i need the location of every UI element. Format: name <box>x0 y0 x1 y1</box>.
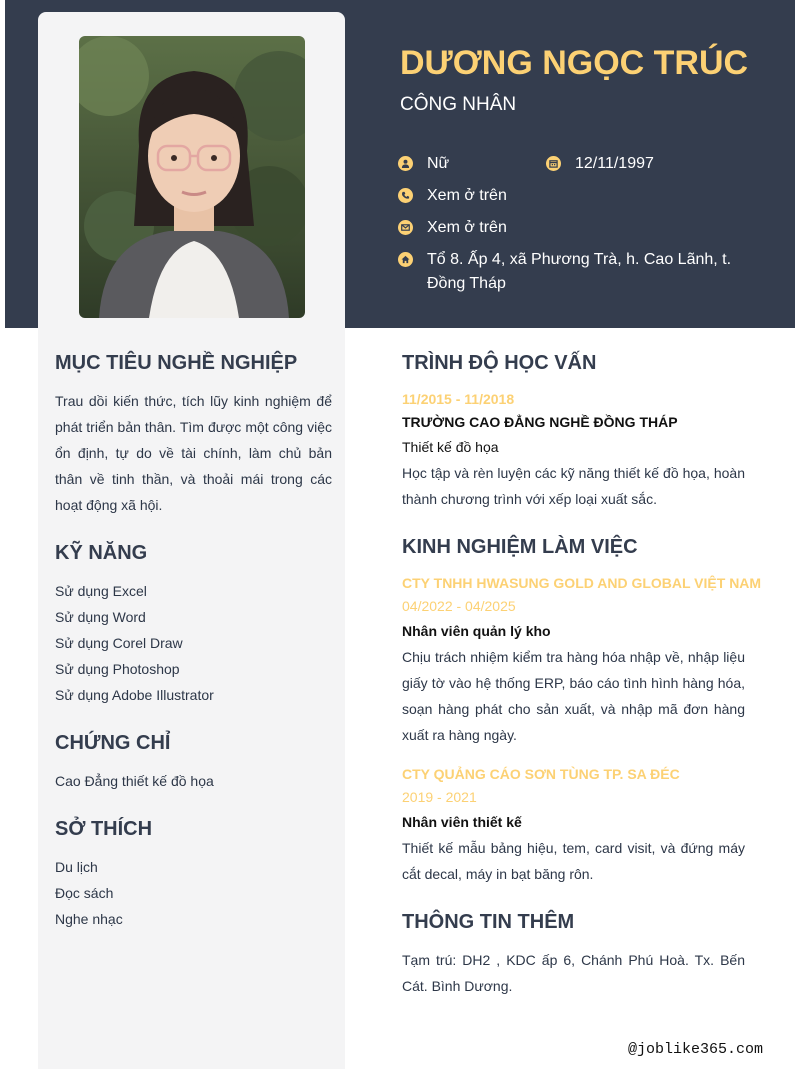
hobbies-title: SỞ THÍCH <box>55 818 153 840</box>
gender-row <box>398 152 449 176</box>
additional-info-text: Tạm trú: DH2 , KDC ấp 6, Chánh Phú Hoà. Tx. Bến Cát. Bình Dương. <box>402 952 745 994</box>
skill-item: Sử dụng Corel Draw <box>55 635 183 651</box>
hobby-item: Nghe nhạc <box>55 911 123 927</box>
skill-item: Sử dụng Adobe Illustrator <box>55 687 214 703</box>
experience-company: CTY QUẢNG CÁO SƠN TÙNG TP. SA ĐÉC <box>402 766 680 782</box>
skills-title: KỸ NĂNG <box>55 542 148 564</box>
education-major: Thiết kế đồ họa <box>402 439 499 455</box>
job-title: CÔNG NHÂN <box>400 94 517 115</box>
experience-period: 2019 - 2021 <box>402 789 477 805</box>
certificate-item: Cao Đẳng thiết kế đồ họa <box>55 773 214 789</box>
education-description: Học tập và rèn luyện các kỹ năng thiết kế đồ họa, hoàn thành chương trình với xếp loại xuất sắc. <box>402 465 745 507</box>
education-school: TRƯỜNG CAO ĐẲNG NGHỀ ĐỒNG THÁP <box>402 414 678 430</box>
hobby-item: Du lịch <box>55 859 98 875</box>
address-row <box>398 248 768 296</box>
experience-title: KINH NGHIỆM LÀM VIỆC <box>402 536 638 558</box>
email-value: Xem ở trên <box>427 219 507 236</box>
phone-icon <box>398 188 413 203</box>
experience-position: Nhân viên quản lý kho <box>402 623 551 639</box>
experience-description: Chịu trách nhiệm kiểm tra hàng hóa nhập về, nhập liệu giấy tờ vào hệ thống ERP, báo cáo tình hình hàng hóa, soạn hàng phát cho sản xuất, và nhập mã đơn hàng xuất ra hàng ngày. <box>402 649 745 743</box>
skill-item: Sử dụng Excel <box>55 583 147 599</box>
experience-company: CTY TNHH HWASUNG GOLD AND GLOBAL VIỆT NAM <box>402 575 762 591</box>
calendar-icon <box>546 156 561 171</box>
experience-position: Nhân viên thiết kế <box>402 814 522 830</box>
objective-text: Trau dồi kiến thức, tích lũy kinh nghiệm để phát triển bản thân. Tìm được một công việc ổn định, tự do về tài chính, làm chủ bản thân về tinh thần, và thoải mái trong các hoạt động xã hội. <box>55 393 332 513</box>
skill-item: Sử dụng Word <box>55 609 146 625</box>
objective-title: MỤC TIÊU NGHỀ NGHIỆP <box>55 352 298 374</box>
additional-info-title: THÔNG TIN THÊM <box>402 911 575 933</box>
gender-value: Nữ <box>427 155 450 172</box>
experience-period: 04/2022 - 04/2025 <box>402 598 516 614</box>
phone-row <box>398 184 507 208</box>
education-period: 11/2015 - 11/2018 <box>402 391 515 407</box>
phone-value: Xem ở trên <box>427 187 507 204</box>
education-title: TRÌNH ĐỘ HỌC VẤN <box>402 352 597 374</box>
experience-description: Thiết kế mẫu bảng hiệu, tem, card visit, và đứng máy cắt decal, máy in bạt băng rôn. <box>402 840 745 882</box>
candidate-name: DƯƠNG NGỌC TRÚC <box>400 44 749 82</box>
email-row <box>398 216 507 240</box>
hobby-item: Đọc sách <box>55 885 114 901</box>
profile-photo <box>79 36 305 318</box>
birthdate-row <box>546 152 654 176</box>
certificates-title: CHỨNG CHỈ <box>55 732 171 754</box>
skill-item: Sử dụng Photoshop <box>55 661 180 677</box>
home-icon <box>398 252 413 267</box>
watermark: @joblike365.com <box>628 1041 764 1058</box>
birthdate-value: 12/11/1997 <box>575 155 654 172</box>
address-value: Tổ 8. Ấp 4, xã Phương Trà, h. Cao Lãnh, t. Đồng Tháp <box>427 251 732 292</box>
envelope-icon <box>398 220 413 235</box>
user-icon <box>398 156 413 171</box>
